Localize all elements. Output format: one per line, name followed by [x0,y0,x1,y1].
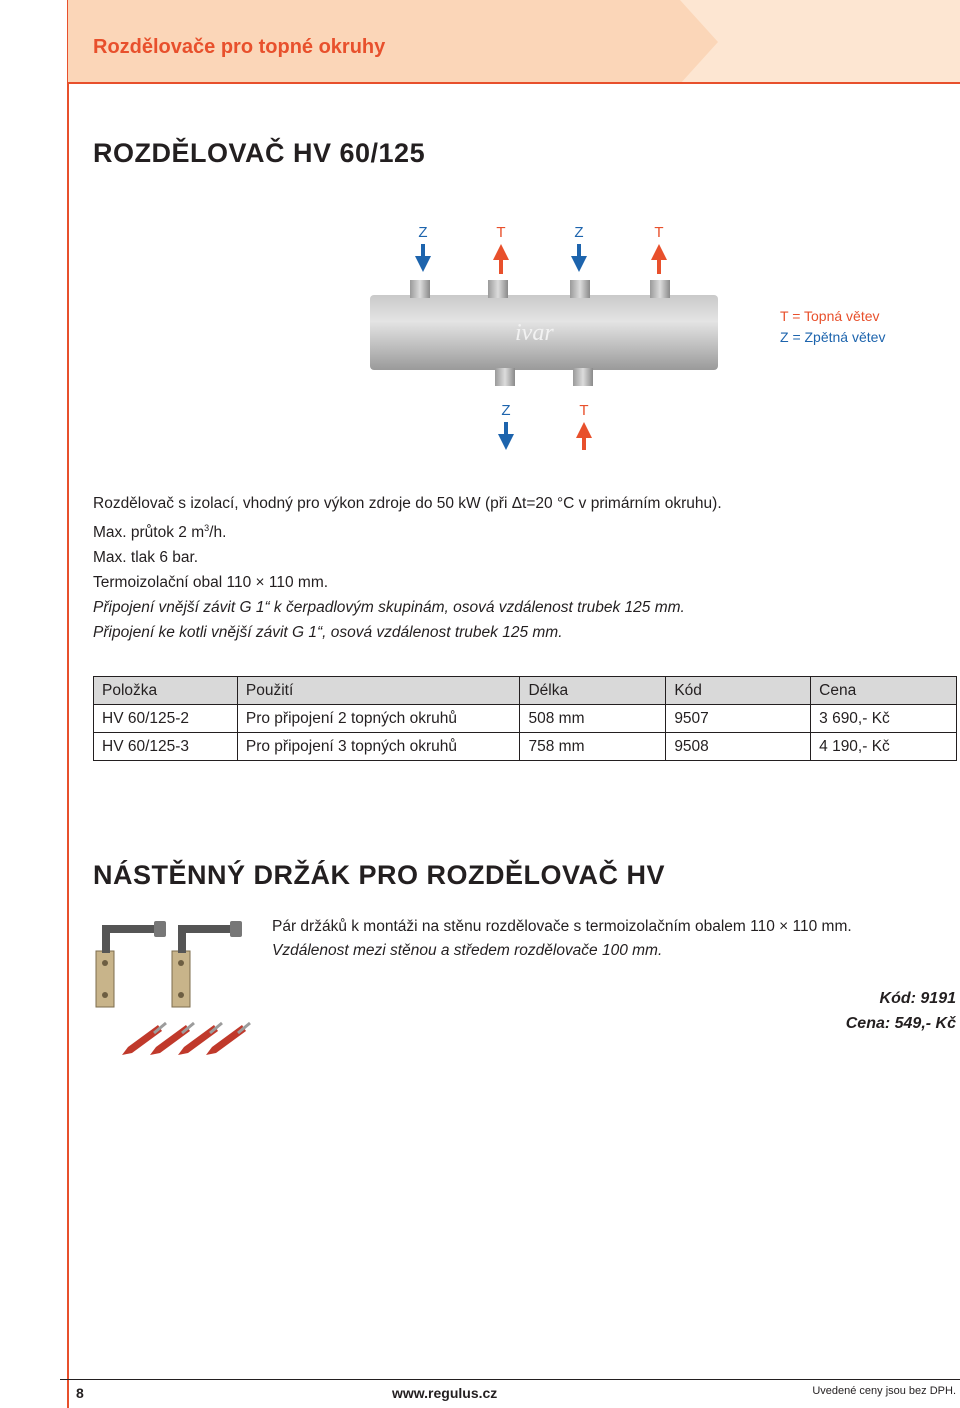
desc-flow: Max. průtok 2 m [93,524,205,541]
bracket-left [96,921,166,1007]
arrow-down-icon [415,244,431,272]
footer-divider [60,1379,960,1380]
desc-line [93,516,722,545]
desc-flow-sup: 3 [204,523,210,533]
holder-price-block [846,986,956,1036]
arrow-down-icon [571,244,587,272]
table-row [94,733,957,761]
distributor-diagram [360,210,730,460]
label-t-bottom: T [579,402,589,419]
section-title: Rozdělovače pro topné okruhy [93,36,386,58]
holder-line: Vzdálenost mezi stěnou a středem rozdělovače 100 mm. [272,942,663,959]
table-header-row [94,677,957,705]
desc-line: Max. tlak 6 bar. [93,549,199,566]
table-cell: 3 690,- Kč [811,705,957,733]
desc-flow-unit: /h. [209,524,227,541]
page-number: 8 [76,1385,84,1401]
wall-bracket-image [92,915,262,1065]
table-cell: 9508 [666,733,811,761]
desc-line: Rozdělovač s izolací, vhodný pro výkon zdroje do 50 kW (při Δt=20 °C v primárním okruhu). [93,495,722,512]
table-cell: HV 60/125-3 [94,733,238,761]
table-cell: 758 mm [520,733,666,761]
table-row [94,705,957,733]
table-header: Položka [94,677,238,705]
wall-plugs [122,1023,250,1055]
label-z-bottom: Z [501,402,511,419]
distributor-figure [360,210,730,460]
holder-line: Pár držáků k montáži na stěnu rozdělovače s termoizolačním obalem 110 × 110 mm. [272,918,852,935]
table-cell: 4 190,- Kč [811,733,957,761]
table-header: Délka [520,677,666,705]
logo-text: ivar [515,320,554,346]
label-t-2: T [654,224,664,241]
desc-line: Připojení vnější závit G 1“ k čerpadlovým skupinám, osová vzdálenost trubek 125 mm. [93,599,685,616]
header-banner [0,0,960,84]
product-description [93,491,722,645]
arrow-up-icon [651,244,667,274]
arrow-down-icon [498,422,514,450]
legend-z: Z = Zpětná větev [780,329,886,345]
table-cell: Pro připojení 3 topných okruhů [237,733,520,761]
holder-title: NÁSTĚNNÝ DRŽÁK PRO ROZDĚLOVAČ HV [93,860,666,890]
arrow-up-icon [576,422,592,450]
flow-legend [780,306,885,348]
left-margin-line [67,0,69,1408]
website-link[interactable]: www.regulus.cz [392,1385,498,1401]
arrow-up-icon [493,244,509,274]
holder-price: Cena: 549,- Kč [845,1015,956,1032]
bracket-illustration [92,915,262,1065]
label-z-2: Z [574,224,584,241]
table-cell: 508 mm [520,705,666,733]
label-t-1: T [496,224,506,241]
holder-description [272,915,852,963]
desc-line: Termoizolační obal 110 × 110 mm. [93,574,329,591]
table-cell: HV 60/125-2 [94,705,238,733]
table-cell: 9507 [666,705,811,733]
bracket-right [172,921,242,1007]
product-title: ROZDĚLOVAČ HV 60/125 [93,138,426,168]
table-header: Kód [666,677,811,705]
holder-code: Kód: 9191 [879,990,956,1007]
legend-t: T = Topná větev [780,308,880,324]
price-note: Uvedené ceny jsou bez DPH. [812,1385,956,1397]
price-table [93,676,957,761]
table-cell: Pro připojení 2 topných okruhů [237,705,520,733]
table-header: Cena [811,677,957,705]
table-header: Použití [237,677,520,705]
label-z-1: Z [418,224,428,241]
desc-line: Připojení ke kotli vnější závit G 1“, osová vzdálenost trubek 125 mm. [93,624,563,641]
